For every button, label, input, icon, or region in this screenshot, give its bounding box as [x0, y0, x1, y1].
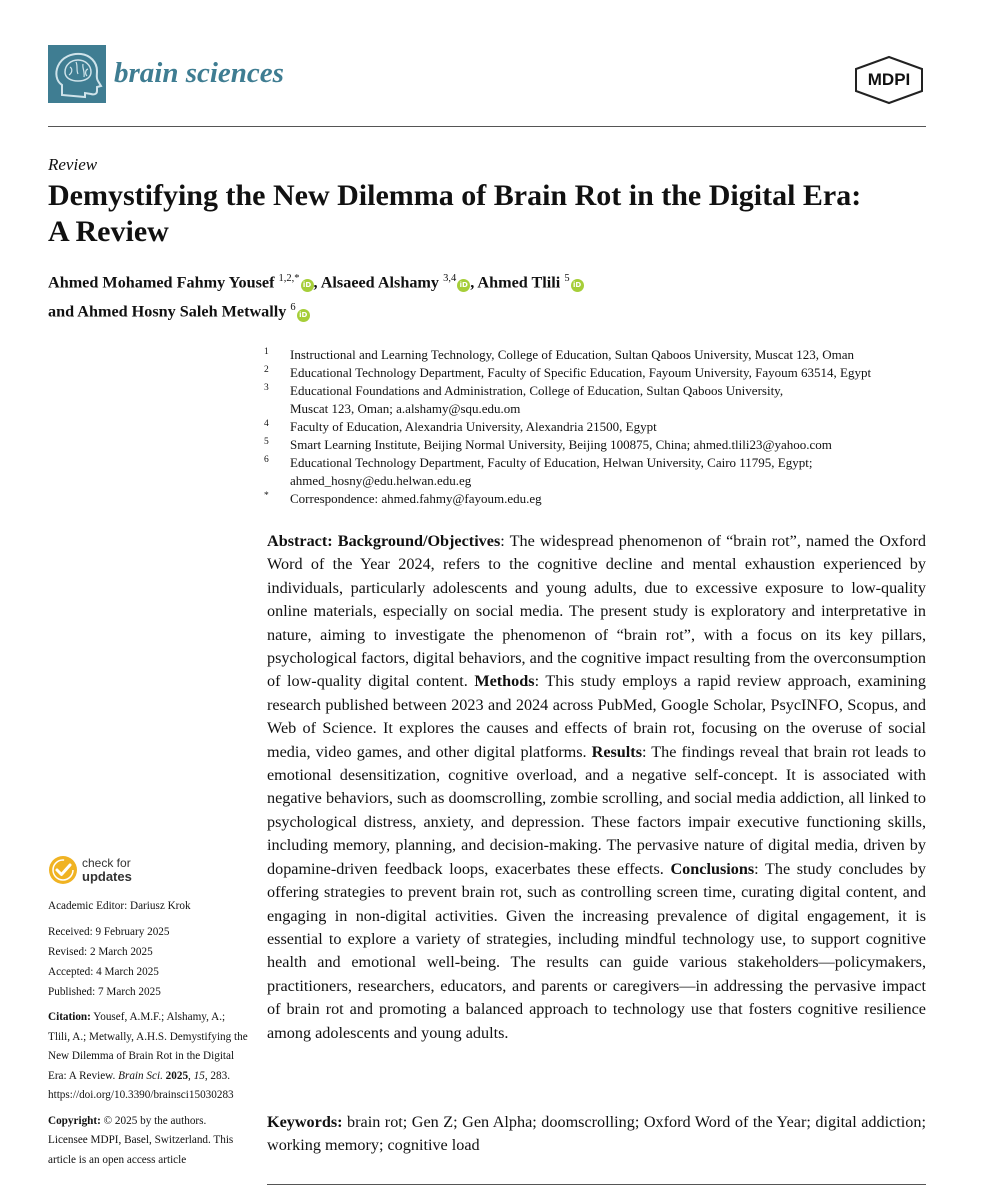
- title-line-1: Demystifying the New Dilemma of Brain Rot in the Digital Era:: [48, 179, 862, 212]
- academic-editor: Academic Editor: Dariusz Krok: [48, 900, 191, 912]
- orcid-icon[interactable]: iD: [571, 279, 584, 292]
- methods-text: : This study employs a rapid review approach, examining research published between 2023 and 2024 across PubMed, Google Scholar, PsycINFO, Scopus, and Web of Science. It explores the causes and effects of brain rot, focusing on the overuse of social media, video games, and other digital platforms.: [267, 672, 926, 761]
- affiliation-number: 2: [264, 365, 269, 375]
- affiliation-item: [264, 436, 934, 454]
- published-date: Published: 7 March 2025: [48, 986, 161, 998]
- affiliation-number: 6: [264, 455, 269, 465]
- author-name[interactable]: Ahmed Tlili: [477, 273, 561, 292]
- affiliation-number: 1: [264, 347, 269, 357]
- check-for-updates-button[interactable]: [48, 855, 208, 891]
- correspondence: [264, 490, 934, 508]
- orcid-icon[interactable]: iD: [301, 279, 314, 292]
- article-type: Review: [48, 155, 98, 174]
- author-affiliation-marker: 6: [290, 302, 296, 314]
- author-list: Ahmed Mohamed Fahmy Yousef $^{1,2,*}$iD , Alsaeed Alshamy $^{3,4}$iD , Ahmed Tlili $^5$iD and Ahmed Hosny Saleh Metwally $^6$iD: [48, 266, 928, 325]
- abstract: [267, 530, 926, 1045]
- citation: Citation: Yousef, A.M.F.; Alshamy, A.; Tlili, A.; Metwally, A.H.S. Demystifying the New Dilemma of Brain Rot in the Digital Era: A Review. Brain Sci. 2025, 15, 283. https://doi.org/10.3390/brainsci15030283: [48, 1011, 248, 1101]
- affiliation-number: 4: [264, 419, 269, 429]
- background-text: : The widespread phenomenon of “brain rot”, named the Oxford Word of the Year 2024, refers to the cognitive decline and mental exhaustion experienced by individuals, particularly adolescents and young adults, due to excessive exposure to low-quality online materials, especially on social media. The present study is exploratory and interpretative in nature, aiming to investigate the phenomenon of “brain rot”, with a focus on its key pillars, psychological factors, digital behaviors, and the cognitive impact resulting from the overconsumption of low-quality digital content.: [267, 532, 926, 691]
- affiliation-list: [264, 346, 934, 508]
- accepted-date: Accepted: 4 March 2025: [48, 966, 159, 978]
- affiliation-number: 3: [264, 383, 269, 393]
- background-label: Background/Objectives: [337, 532, 501, 550]
- author-name[interactable]: Ahmed Mohamed Fahmy Yousef: [48, 273, 275, 292]
- affiliation-item: [264, 418, 934, 436]
- affiliation-text: Faculty of Education, Alexandria University, Alexandria 21500, Egypt: [290, 419, 657, 434]
- methods-label: Methods: [474, 672, 535, 691]
- author-name[interactable]: Alsaeed Alshamy: [320, 273, 440, 292]
- affiliation-item: [264, 364, 934, 382]
- affiliation-text: Educational Technology Department, Faculty of Specific Education, Fayoum University, Fayoum 63514, Egypt: [290, 365, 872, 380]
- correspondence-text[interactable]: Correspondence: ahmed.fahmy@fayoum.edu.eg: [290, 491, 542, 506]
- author-affiliation-marker: 1,2,*: [278, 273, 300, 284]
- check-updates-label: check for updates: [82, 856, 132, 884]
- affiliation-text: Educational Foundations and Administration, College of Education, Sultan Qaboos University, Muscat 123, Oman; a.alshamy@squ.edu.om: [290, 383, 784, 416]
- affiliation-item: [264, 346, 934, 364]
- affiliation-item: [264, 454, 934, 490]
- author-name[interactable]: Ahmed Hosny Saleh Metwally: [77, 302, 287, 321]
- journal-name[interactable]: brain sciences: [114, 57, 284, 89]
- results-text: : The findings reveal that brain rot leads to emotional desensitization, cognitive overload, and a negative self-concept. It is associated with negative behaviors, such as doomscrolling, zombie scrolling, and social media addiction, all linked to psychological distress, anxiety, and depression. These factors impair executive functioning skills, including memory, planning, and decision-making. The pervasive nature of digital media, driven by dopamine-driven feedback loops, exacerbates these effects.: [267, 742, 926, 878]
- keywords: [267, 1111, 926, 1158]
- brain-head-icon: [48, 45, 106, 103]
- doi-link[interactable]: , 283. https://doi.org/10.3390/brainsci15030283: [48, 1069, 234, 1101]
- copyright: Copyright: © 2025 by the authors. Licensee MDPI, Basel, Switzerland. This article is an open access article: [48, 1114, 234, 1166]
- keywords-label: Keywords:: [267, 1113, 343, 1131]
- author-affiliation-marker: 5: [564, 273, 570, 284]
- orcid-icon[interactable]: iD: [457, 279, 470, 292]
- article-title: [48, 178, 948, 250]
- results-label: Results: [591, 742, 642, 761]
- header-rule: [48, 126, 926, 127]
- mdpi-logo[interactable]: [852, 55, 926, 105]
- received-date: Received: 9 February 2025: [48, 926, 170, 938]
- affiliation-text[interactable]: Smart Learning Institute, Beijing Normal University, Beijing 100875, China; ahmed.tlili23@yahoo.com: [290, 437, 832, 452]
- journal-header: [48, 45, 926, 105]
- affiliation-text: Educational Technology Department, Faculty of Education, Helwan University, Cairo 11795, Egypt; ahmed_hosny@edu.helwan.edu.eg: [290, 455, 813, 488]
- affiliation-text: Instructional and Learning Technology, College of Education, Sultan Qaboos University, Muscat 123, Oman: [290, 347, 854, 362]
- correspondence-marker: *: [264, 491, 269, 501]
- abstract-label: Abstract:: [267, 532, 333, 550]
- orcid-icon[interactable]: iD: [297, 309, 310, 322]
- publisher-name: MDPI: [867, 70, 911, 89]
- footer-rule: [267, 1184, 926, 1185]
- conclusions-label: Conclusions: [670, 859, 755, 878]
- check-updates-icon: [48, 855, 78, 885]
- conclusions-text: : The study concludes by offering strategies to prevent brain rot, such as controlling screen time, curating digital content, and engaging in non-digital activities. Given the increasing prevalence of digital engagement, it is essential to explore a variety of strategies, including mindful technology use, to support cognitive health and emotional well-being. The results can guide various stakeholders—policymakers, practitioners, researchers, educators, and parents or caregivers—in addressing the pervasive impact of brain rot and promoting a balanced approach to technology use that fosters cognitive resilience among adolescents and young adults.: [267, 859, 926, 1042]
- title-line-2: A Review: [48, 215, 169, 248]
- author-affiliation-marker: 3,4: [443, 273, 457, 284]
- affiliation-item: [264, 382, 934, 418]
- keywords-text: brain rot; Gen Z; Gen Alpha; doomscrolling; Oxford Word of the Year; digital addiction; working memory; cognitive load: [267, 1113, 926, 1155]
- affiliation-number: 5: [264, 437, 269, 447]
- article-sidebar: [48, 896, 248, 1170]
- revised-date: Revised: 2 March 2025: [48, 946, 153, 958]
